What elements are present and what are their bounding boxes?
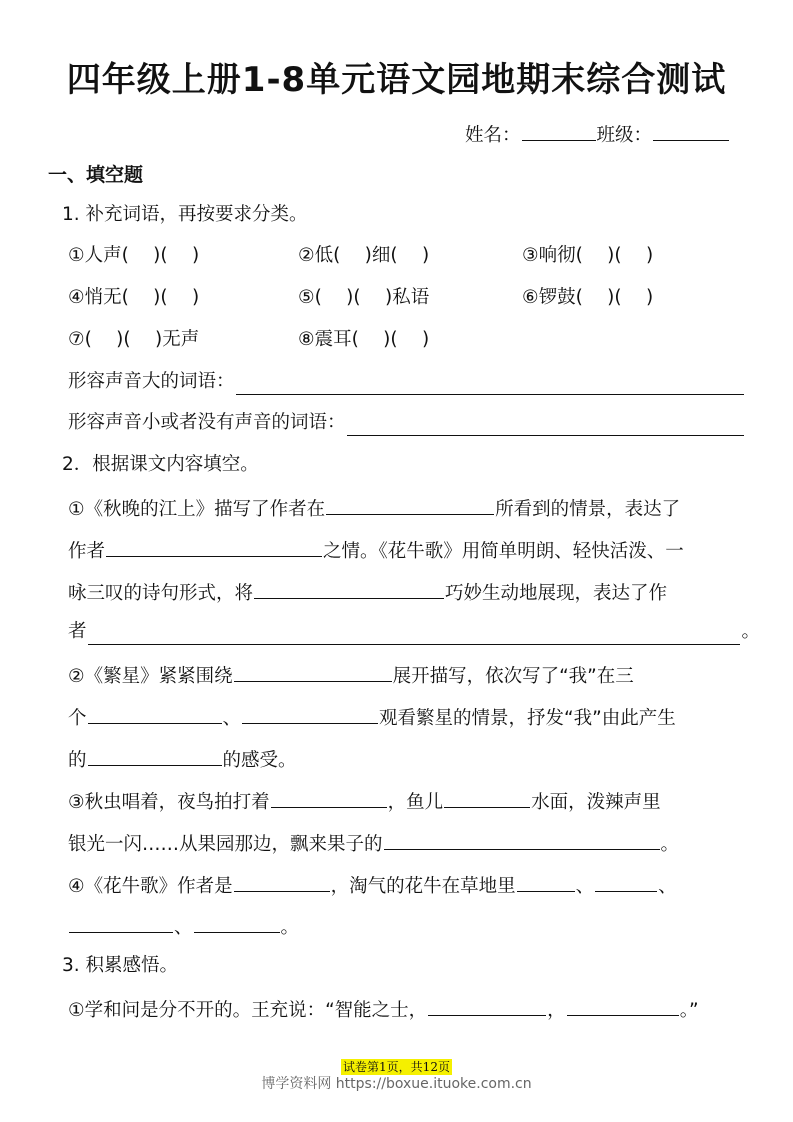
quiet-words-row (68, 410, 745, 436)
quiet-words-label: 形容声音小或者没有声音的词语： (68, 412, 346, 433)
q2-p4-blank-4[interactable] (69, 912, 173, 933)
q3-p1-blank-1[interactable] (428, 995, 546, 1016)
q2-p1-text-b: 所看到的情景，表达了 (495, 499, 681, 520)
q2-p2-blank-3[interactable] (242, 703, 378, 724)
quiet-words-blank[interactable] (347, 415, 744, 436)
q2-p2-line1 (68, 661, 634, 690)
q2-p2-text-d: 、 (222, 708, 242, 729)
q1-item-7: ⑦( )( )无声 (68, 329, 200, 350)
q1-item-5: ⑤( )( )私语 (298, 287, 430, 308)
q2-p3-text-b: ，鱼儿 (387, 792, 444, 813)
q2-p1-text-h: 。 (741, 621, 760, 642)
q1-item-6: ⑥锣鼓( )( ) (522, 287, 654, 308)
q2-p2-blank-1[interactable] (234, 661, 392, 682)
loud-words-label: 形容声音大的词语： (68, 371, 235, 392)
q2-p2-line3 (68, 745, 297, 774)
class-blank[interactable] (653, 120, 729, 141)
q2-p1-text-c: 作者 (68, 541, 106, 562)
loud-words-row (68, 369, 745, 395)
q1-item-1: ①人声( )( ) (68, 245, 200, 266)
q2-p4-text-b: ，淘气的花牛在草地里 (330, 876, 516, 897)
q2-p1-line3 (68, 578, 667, 607)
q2-p4-blank-2[interactable] (517, 871, 575, 892)
q2-p1-text-e: 咏三叹的诗句形式，将 (68, 583, 254, 604)
q2-p3-line1 (68, 787, 661, 816)
section-fill-in: 一、填空题 (48, 164, 144, 186)
q2-p1-text-a: ①《秋晚的江上》描写了作者在 (68, 499, 326, 520)
q3-p1-line1 (68, 995, 699, 1024)
q1-prompt: 1. 补充词语，再按要求分类。 (62, 204, 308, 225)
q1-item-2: ②低( )细( ) (298, 245, 430, 266)
q2-p4-blank-1[interactable] (234, 871, 330, 892)
q2-p4-line2 (68, 912, 299, 941)
q2-p2-text-f: 的 (68, 750, 87, 771)
q2-p2-text-a: ②《繁星》紧紧围绕 (68, 666, 233, 687)
q1-item-3: ③响彻( )( ) (522, 245, 654, 266)
class-label: 班级： (596, 125, 653, 146)
q2-p1-blank-2[interactable] (106, 536, 322, 557)
page-number: 试卷第1页，共12页 (343, 1060, 450, 1074)
q3-p1-text-b: ， (547, 1000, 566, 1021)
q1-item-4: ④悄无( )( ) (68, 287, 200, 308)
q2-p2-line2 (68, 703, 676, 732)
q2-p2-text-e: 观看繁星的情景，抒发“我”由此产生 (379, 708, 676, 729)
q2-p1-text-g: 者 (68, 621, 87, 642)
q2-p3-line2 (68, 829, 679, 858)
q2-p1-blank-4[interactable] (88, 624, 741, 645)
q2-p1-blank-3[interactable] (254, 578, 444, 599)
q2-p4-text-e: 、 (174, 917, 193, 938)
q2-p3-blank-3[interactable] (384, 829, 660, 850)
loud-words-blank[interactable] (236, 374, 744, 395)
q2-p4-blank-3[interactable] (595, 871, 657, 892)
q2-p4-text-f: 。 (280, 917, 300, 938)
q2-p1-line1 (68, 494, 680, 523)
q2-p3-text-e: 。 (660, 834, 680, 855)
q2-p1-line2 (68, 536, 684, 565)
q2-p3-blank-1[interactable] (271, 787, 387, 808)
q3-prompt: 3. 积累感悟。 (62, 955, 179, 976)
q2-p4-text-d: 、 (658, 876, 677, 897)
q2-p1-text-f: 巧妙生动地展现，表达了作 (445, 583, 668, 604)
q2-p1-line4 (68, 619, 760, 645)
q2-p2-text-c: 个 (68, 708, 87, 729)
q2-p2-text-g: 的感受。 (222, 750, 297, 771)
q2-p4-text-c: 、 (575, 876, 595, 897)
q2-p4-blank-5[interactable] (194, 912, 280, 933)
name-blank[interactable] (522, 120, 596, 141)
q2-p4-text-a: ④《花牛歌》作者是 (68, 876, 233, 897)
q2-p2-blank-4[interactable] (88, 745, 222, 766)
q2-p4-line1 (68, 871, 677, 900)
q2-p3-blank-2[interactable] (444, 787, 530, 808)
q2-p1-blank-1[interactable] (326, 494, 494, 515)
q2-p2-text-b: 展开描写，依次写了“我”在三 (392, 666, 634, 687)
q2-prompt: 2．根据课文内容填空。 (62, 454, 259, 475)
q1-item-8: ⑧震耳( )( ) (298, 329, 430, 350)
q2-p3-text-a: ③秋虫唱着，夜鸟拍打着 (68, 792, 270, 813)
name-label: 姓名： (465, 125, 521, 146)
q3-p1-blank-2[interactable] (567, 995, 679, 1016)
q2-p1-text-d: 之情。《花牛歌》用简单明朗、轻快活泼、一 (323, 541, 684, 562)
q3-p1-text-c: 。” (679, 1000, 699, 1021)
student-info (465, 120, 730, 149)
site-watermark: 博学资料网 https://boxue.ituoke.com.cn (261, 1076, 532, 1092)
q2-p3-text-c: 水面，泼辣声里 (531, 792, 661, 813)
page-title: 四年级上册1-8单元语文园地期末综合测试 (66, 60, 727, 100)
q2-p2-blank-2[interactable] (88, 703, 222, 724)
q2-p3-text-d: 银光一闪……从果园那边，飘来果子的 (68, 834, 383, 855)
q3-p1-text-a: ①学和问是分不开的。王充说：“智能之士， (68, 1000, 428, 1021)
